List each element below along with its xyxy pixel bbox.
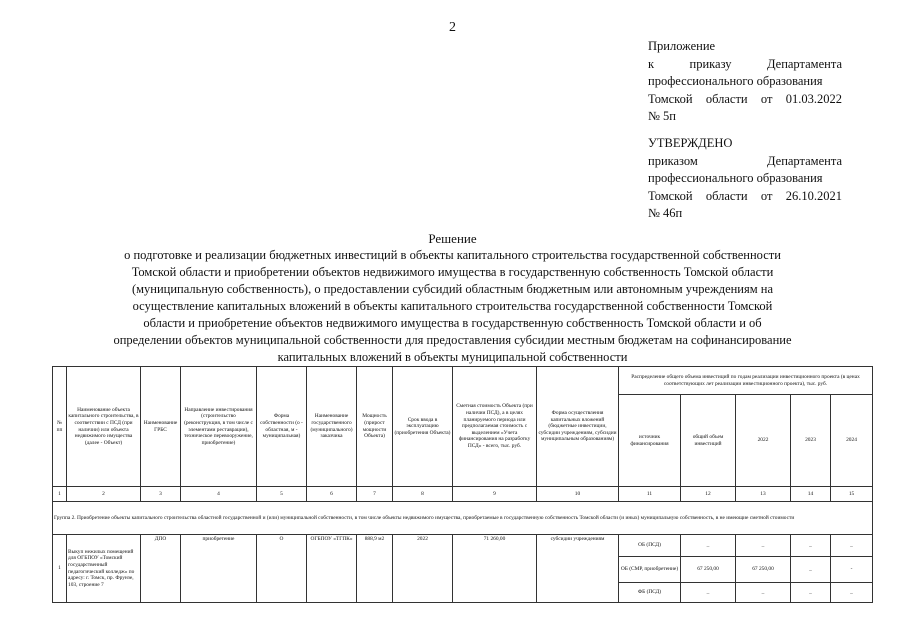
decision-line: области и приобретение объектов недвижимого имущества в государственную собственность Томской области и об <box>143 316 762 330</box>
approval-line: приказом Департамента <box>648 153 842 168</box>
header-cell: Срок ввода в эксплуатацию (приобретения Объекта) <box>393 367 453 487</box>
source: ОБ (ПСД) <box>619 535 681 557</box>
approval-line: профессионального образования <box>648 74 823 88</box>
y2023: _ <box>791 583 831 603</box>
decision-line: осуществление капитальных вложений в объекты капитального строительства государственной собственности Томской <box>132 299 773 313</box>
y2024: _ <box>831 535 873 557</box>
total: _ <box>681 583 736 603</box>
grbs: ДПО <box>141 535 181 603</box>
object-name: Выкуп нежилых помещений для ОГБПОУ «Томский государственный педагогический колледж» по адресу: г. Томск, пр. Фрунзе, 103, строение 7 <box>67 535 141 603</box>
header-cell: Наименование ГРБС <box>141 367 181 487</box>
approval-line: Приложение <box>648 39 716 53</box>
header-cell: № пп <box>53 367 67 487</box>
approval-line: Томской области от 01.03.2022 <box>648 91 842 106</box>
column-number: 2 <box>67 487 141 502</box>
decision-line: (муниципальную собственность), о предоставлении субсидий областным бюджетным или автономным учреждениям на <box>131 282 774 296</box>
y2024: _ <box>831 583 873 603</box>
header-cell: 2024 <box>831 395 873 487</box>
header-cell: Наименование объекта капитального строительства, в соответствии с ПСД (при наличии) или объекта недвижимого имущества (далее - Объект) <box>67 367 141 487</box>
header-cell: источник финансирования <box>619 395 681 487</box>
header-cell: Направление инвестирования (строительство (реконструкция, в том числе с элементами реставрации), техническое перевооружение, приобретение) <box>181 367 257 487</box>
approval-line: № 46п <box>648 206 683 220</box>
total: _ <box>681 535 736 557</box>
decision-line: капитальных вложений в объекты муниципальной собственности <box>277 350 628 364</box>
approval-block-appendix <box>648 38 842 126</box>
customer: ОГБПОУ «ТГПК» <box>307 535 357 603</box>
column-number: 15 <box>831 487 873 502</box>
approval-line: Томской области от 26.10.2021 <box>648 188 842 203</box>
total: 67 250,00 <box>681 557 736 583</box>
column-number: 9 <box>453 487 537 502</box>
column-number: 6 <box>307 487 357 502</box>
column-number: 14 <box>791 487 831 502</box>
column-number: 7 <box>357 487 393 502</box>
ownership: О <box>257 535 307 603</box>
column-number: 3 <box>141 487 181 502</box>
direction: приобретение <box>181 535 257 603</box>
header-cell: 2022 <box>736 395 791 487</box>
header-cell: Наименование государственного (муниципального) заказчика <box>307 367 357 487</box>
cost: 71 260,00 <box>453 535 537 603</box>
header-cell: Форма собственности (о - областная, м - муниципальная) <box>257 367 307 487</box>
header-cell: Мощность (прирост мощности Объекта) <box>357 367 393 487</box>
column-number: 1 <box>53 487 67 502</box>
group-row: Группа 2. Приобретение объекты капитального строительства областной государственной и (или) муниципальной собственности, в том числе объекты недвижимого имущества, приобретаемые в государственную собственность Томской области (и иных) муниципальную собственность, в не имеющие сметной стоимости <box>53 502 873 535</box>
term: 2022 <box>393 535 453 603</box>
form: субсидии учреждениям <box>537 535 619 603</box>
source: ОБ (СМР, приобретение) <box>619 557 681 583</box>
approval-line: № 5п <box>648 109 676 123</box>
approval-line: к приказу Департамента <box>648 56 842 71</box>
y2024: - <box>831 557 873 583</box>
column-number: 13 <box>736 487 791 502</box>
column-number: 8 <box>393 487 453 502</box>
decision-title: Решение <box>428 231 477 246</box>
decision-title-block <box>60 230 845 366</box>
column-number: 5 <box>257 487 307 502</box>
header-cell: общий объем инвестиций <box>681 395 736 487</box>
approval-block-approved <box>648 135 842 223</box>
header-cell-distribution: Распределение общего объема инвестиций по годам реализации инвестиционного проекта (в ценах соответствующих лет реализации инвестиционного проекта), тыс. руб. <box>619 367 873 395</box>
column-number: 11 <box>619 487 681 502</box>
column-number: 4 <box>181 487 257 502</box>
row-number: 1 <box>53 535 67 603</box>
header-cell: Форма осуществления капитальных вложений (бюджетные инвестиции, субсидии учреждениям, субсидии муниципальным образованиям) <box>537 367 619 487</box>
y2023: _ <box>791 535 831 557</box>
column-number: 10 <box>537 487 619 502</box>
page-number: 2 <box>449 20 456 35</box>
approval-line: УТВЕРЖДЕНО <box>648 136 733 150</box>
investment-table <box>52 366 873 603</box>
approval-line: профессионального образования <box>648 171 823 185</box>
column-number: 12 <box>681 487 736 502</box>
decision-line: определении объектов муниципальной собственности для предоставления субсидии местным бюджетам на софинансирование <box>113 333 792 347</box>
decision-line: Томской области и приобретении объектов недвижимого имущества в государственную собственность Томской области <box>131 265 774 279</box>
y2022: _ <box>736 583 791 603</box>
source: ФБ (ПСД) <box>619 583 681 603</box>
y2022: _ <box>736 535 791 557</box>
header-cell: Сметная стоимость Объекта (при наличии ПСД), а в целях планируемого периода или предполагаемая стоимость с выделением «Учета финансирования на разработку ПСД» - всего, тыс. руб. <box>453 367 537 487</box>
capacity: 888,9 м2 <box>357 535 393 603</box>
y2023: _ <box>791 557 831 583</box>
decision-line: о подготовке и реализации бюджетных инвестиций в объекты капитального строительства государственной собственности <box>124 248 781 262</box>
header-cell: 2023 <box>791 395 831 487</box>
y2022: 67 250,00 <box>736 557 791 583</box>
